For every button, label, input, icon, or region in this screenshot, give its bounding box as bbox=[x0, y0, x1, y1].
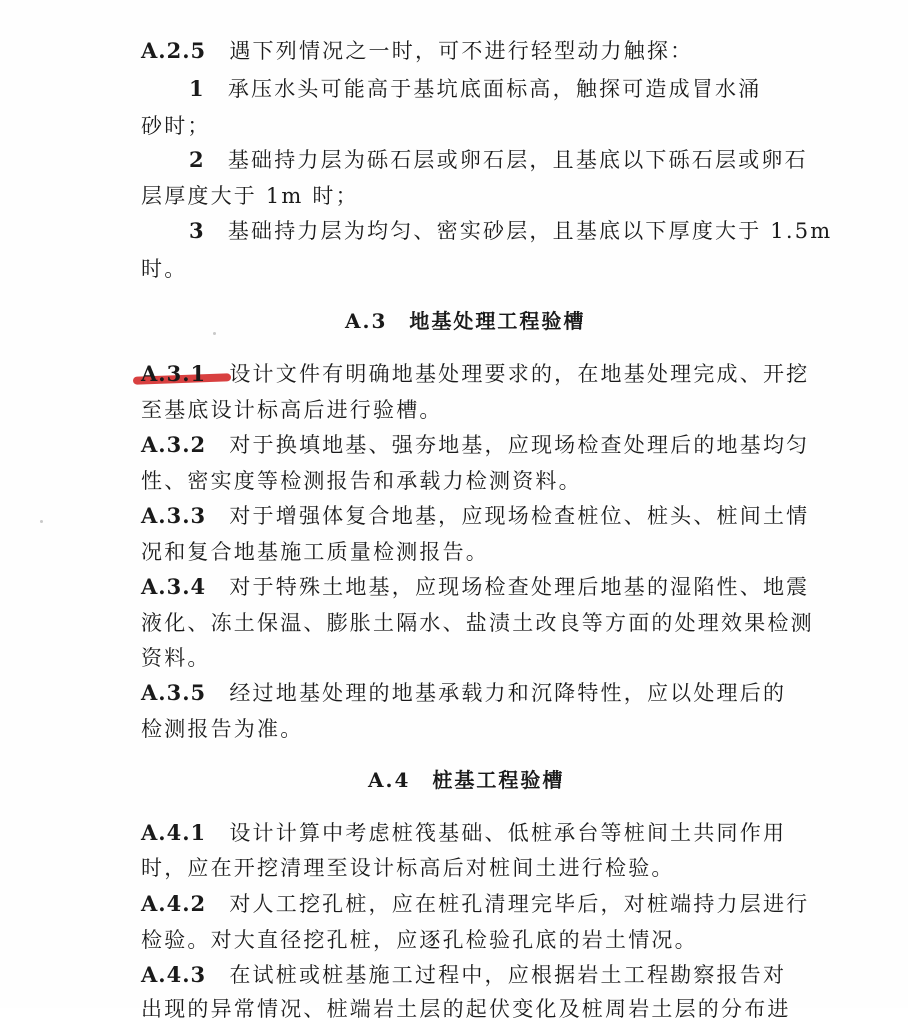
item-number: 3 bbox=[189, 218, 205, 243]
item-number: 1 bbox=[189, 76, 205, 101]
clause-a34 bbox=[141, 572, 809, 602]
clause-number: A.4.3 bbox=[141, 962, 207, 987]
list-item-3-cont: 时。 bbox=[141, 257, 188, 281]
list-item-2-cont: 层厚度大于 1m 时； bbox=[141, 184, 359, 208]
section-heading-a3: A.3 地基处理工程验槽 bbox=[345, 309, 586, 333]
item-text: 承压水头可能高于基坑底面标高，触探可造成冒水涌 bbox=[227, 77, 762, 101]
clause-a33 bbox=[141, 501, 809, 531]
clause-text: 遇下列情况之一时，可不进行轻型动力触探： bbox=[229, 39, 694, 63]
clause-text: 在试桩或桩基施工过程中，应根据岩土工程勘察报告对 bbox=[229, 963, 787, 987]
clause-a42 bbox=[141, 889, 809, 919]
item-text: 基础持力层为砾石层或卵石层，且基底以下砾石层或卵石 bbox=[227, 148, 808, 172]
clause-number: A.4.2 bbox=[141, 891, 207, 916]
clause-a33-cont: 况和复合地基施工质量检测报告。 bbox=[141, 540, 489, 564]
clause-a41 bbox=[141, 818, 786, 848]
clause-text: 对人工挖孔桩，应在桩孔清理完毕后，对桩端持力层进行 bbox=[229, 892, 810, 916]
clause-a34-cont: 液化、冻土保温、膨胀土隔水、盐渍土改良等方面的处理效果检测 bbox=[141, 611, 814, 635]
clause-number: A.3.3 bbox=[141, 503, 207, 528]
scan-speck bbox=[40, 520, 43, 523]
list-item-1-cont: 砂时； bbox=[141, 114, 211, 138]
item-text: 基础持力层为均匀、密实砂层，且基底以下厚度大于 1.5m bbox=[227, 219, 833, 243]
clause-text: 对于增强体复合地基，应现场检查桩位、桩头、桩间土情 bbox=[229, 504, 810, 528]
clause-text: 经过地基处理的地基承载力和沉降特性，应以处理后的 bbox=[229, 681, 787, 705]
clause-a43 bbox=[141, 960, 786, 990]
list-item-1 bbox=[189, 74, 761, 104]
clause-number: A.2.5 bbox=[141, 38, 207, 63]
clause-number: A.3.1 bbox=[141, 361, 207, 386]
clause-a32-cont: 性、密实度等检测报告和承载力检测资料。 bbox=[141, 469, 582, 493]
clause-a41-cont: 时，应在开挖清理至设计标高后对桩间土进行检验。 bbox=[141, 856, 675, 880]
clause-a32 bbox=[141, 430, 809, 460]
clause-number: A.4.1 bbox=[141, 820, 207, 845]
list-item-3 bbox=[189, 216, 832, 246]
clause-text: 设计计算中考虑桩筏基础、低桩承台等桩间土共同作用 bbox=[229, 821, 787, 845]
clause-a43-cont: 出现的异常情况、桩端岩土层的起伏变化及桩周岩土层的分布进 bbox=[141, 997, 791, 1021]
clause-a31 bbox=[141, 359, 809, 389]
clause-text: 对于特殊土地基，应现场检查处理后地基的湿陷性、地震 bbox=[229, 575, 810, 599]
clause-a35-cont: 检测报告为准。 bbox=[141, 717, 304, 741]
clause-number: A.3.4 bbox=[141, 574, 207, 599]
clause-number: A.3.2 bbox=[141, 432, 207, 457]
section-heading-a4: A.4 桩基工程验槽 bbox=[368, 768, 565, 792]
clause-number: A.3.5 bbox=[141, 680, 207, 705]
clause-a31-cont: 至基底设计标高后进行验槽。 bbox=[141, 398, 443, 422]
scan-speck bbox=[213, 332, 216, 335]
clause-a25 bbox=[141, 36, 693, 66]
clause-text: 设计文件有明确地基处理要求的，在地基处理完成、开挖 bbox=[229, 362, 810, 386]
item-number: 2 bbox=[189, 147, 205, 172]
list-item-2 bbox=[189, 145, 808, 175]
clause-text: 对于换填地基、强夯地基，应现场检查处理后的地基均匀 bbox=[229, 433, 810, 457]
clause-a35 bbox=[141, 678, 786, 708]
clause-a34-cont2: 资料。 bbox=[141, 646, 211, 670]
clause-a42-cont: 检验。对大直径挖孔桩，应逐孔检验孔底的岩土情况。 bbox=[141, 928, 698, 952]
